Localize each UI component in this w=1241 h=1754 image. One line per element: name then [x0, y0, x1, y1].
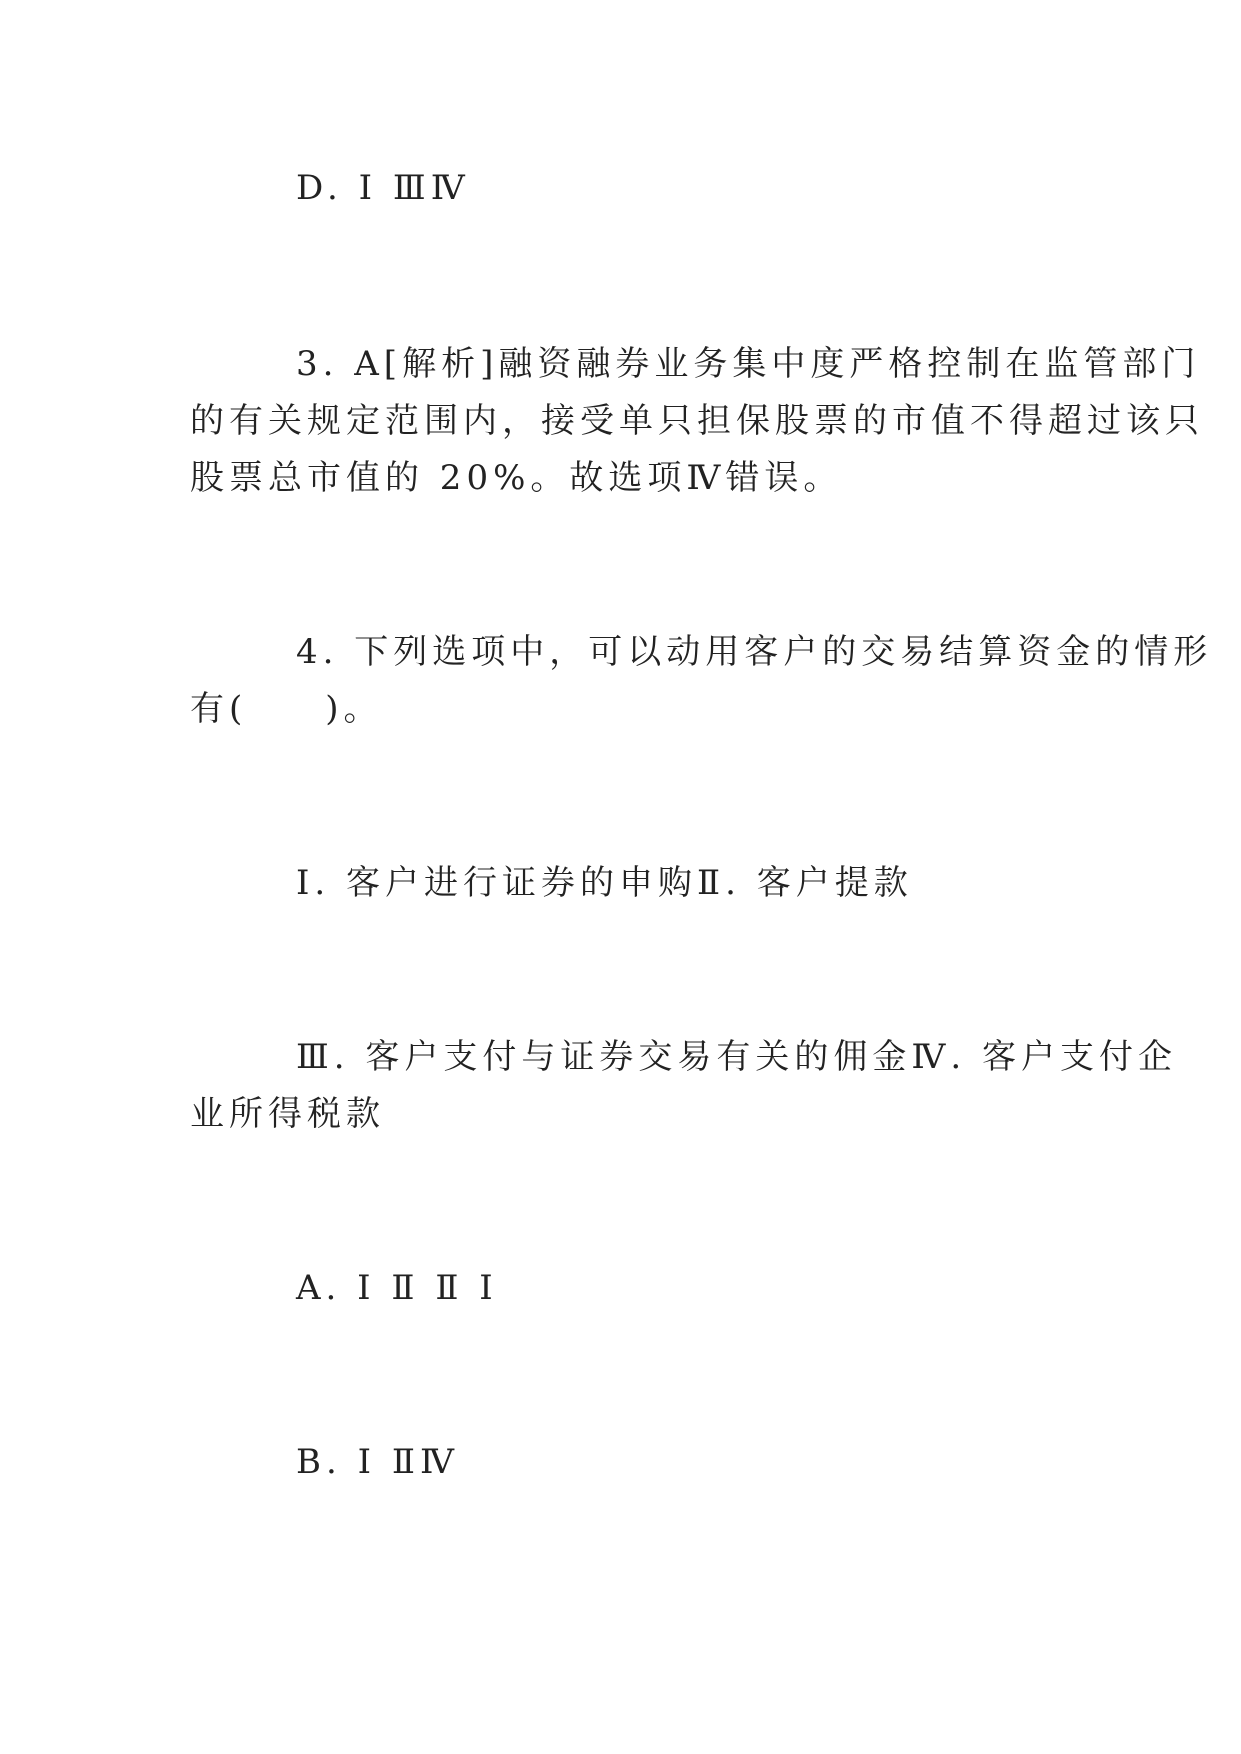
option-b: B. Ⅰ ⅡⅣ	[296, 1442, 459, 1482]
statement-iii-iv-line-1: Ⅲ. 客户支付与证券交易有关的佣金Ⅳ. 客户支付企	[296, 1037, 1177, 1077]
answer-3-line-3: 股票总市值的 20%。故选项Ⅳ错误。	[190, 458, 843, 498]
answer-3-line-2: 的有关规定范围内，接受单只担保股票的市值不得超过该只	[190, 401, 1204, 441]
option-d-previous: D. Ⅰ ⅢⅣ	[296, 168, 470, 208]
question-4-line-2: 有( )。	[190, 689, 383, 729]
statement-iii-iv-line-2: 业所得税款	[190, 1094, 385, 1134]
statement-i-ii: Ⅰ. 客户进行证券的申购Ⅱ. 客户提款	[296, 863, 913, 903]
question-4-line-1: 4. 下列选项中，可以动用客户的交易结算资金的情形	[296, 632, 1213, 672]
option-a: A. Ⅰ Ⅱ Ⅱ Ⅰ	[296, 1268, 498, 1308]
answer-3-line-1: 3. A[解析]融资融券业务集中度严格控制在监管部门	[296, 344, 1201, 384]
